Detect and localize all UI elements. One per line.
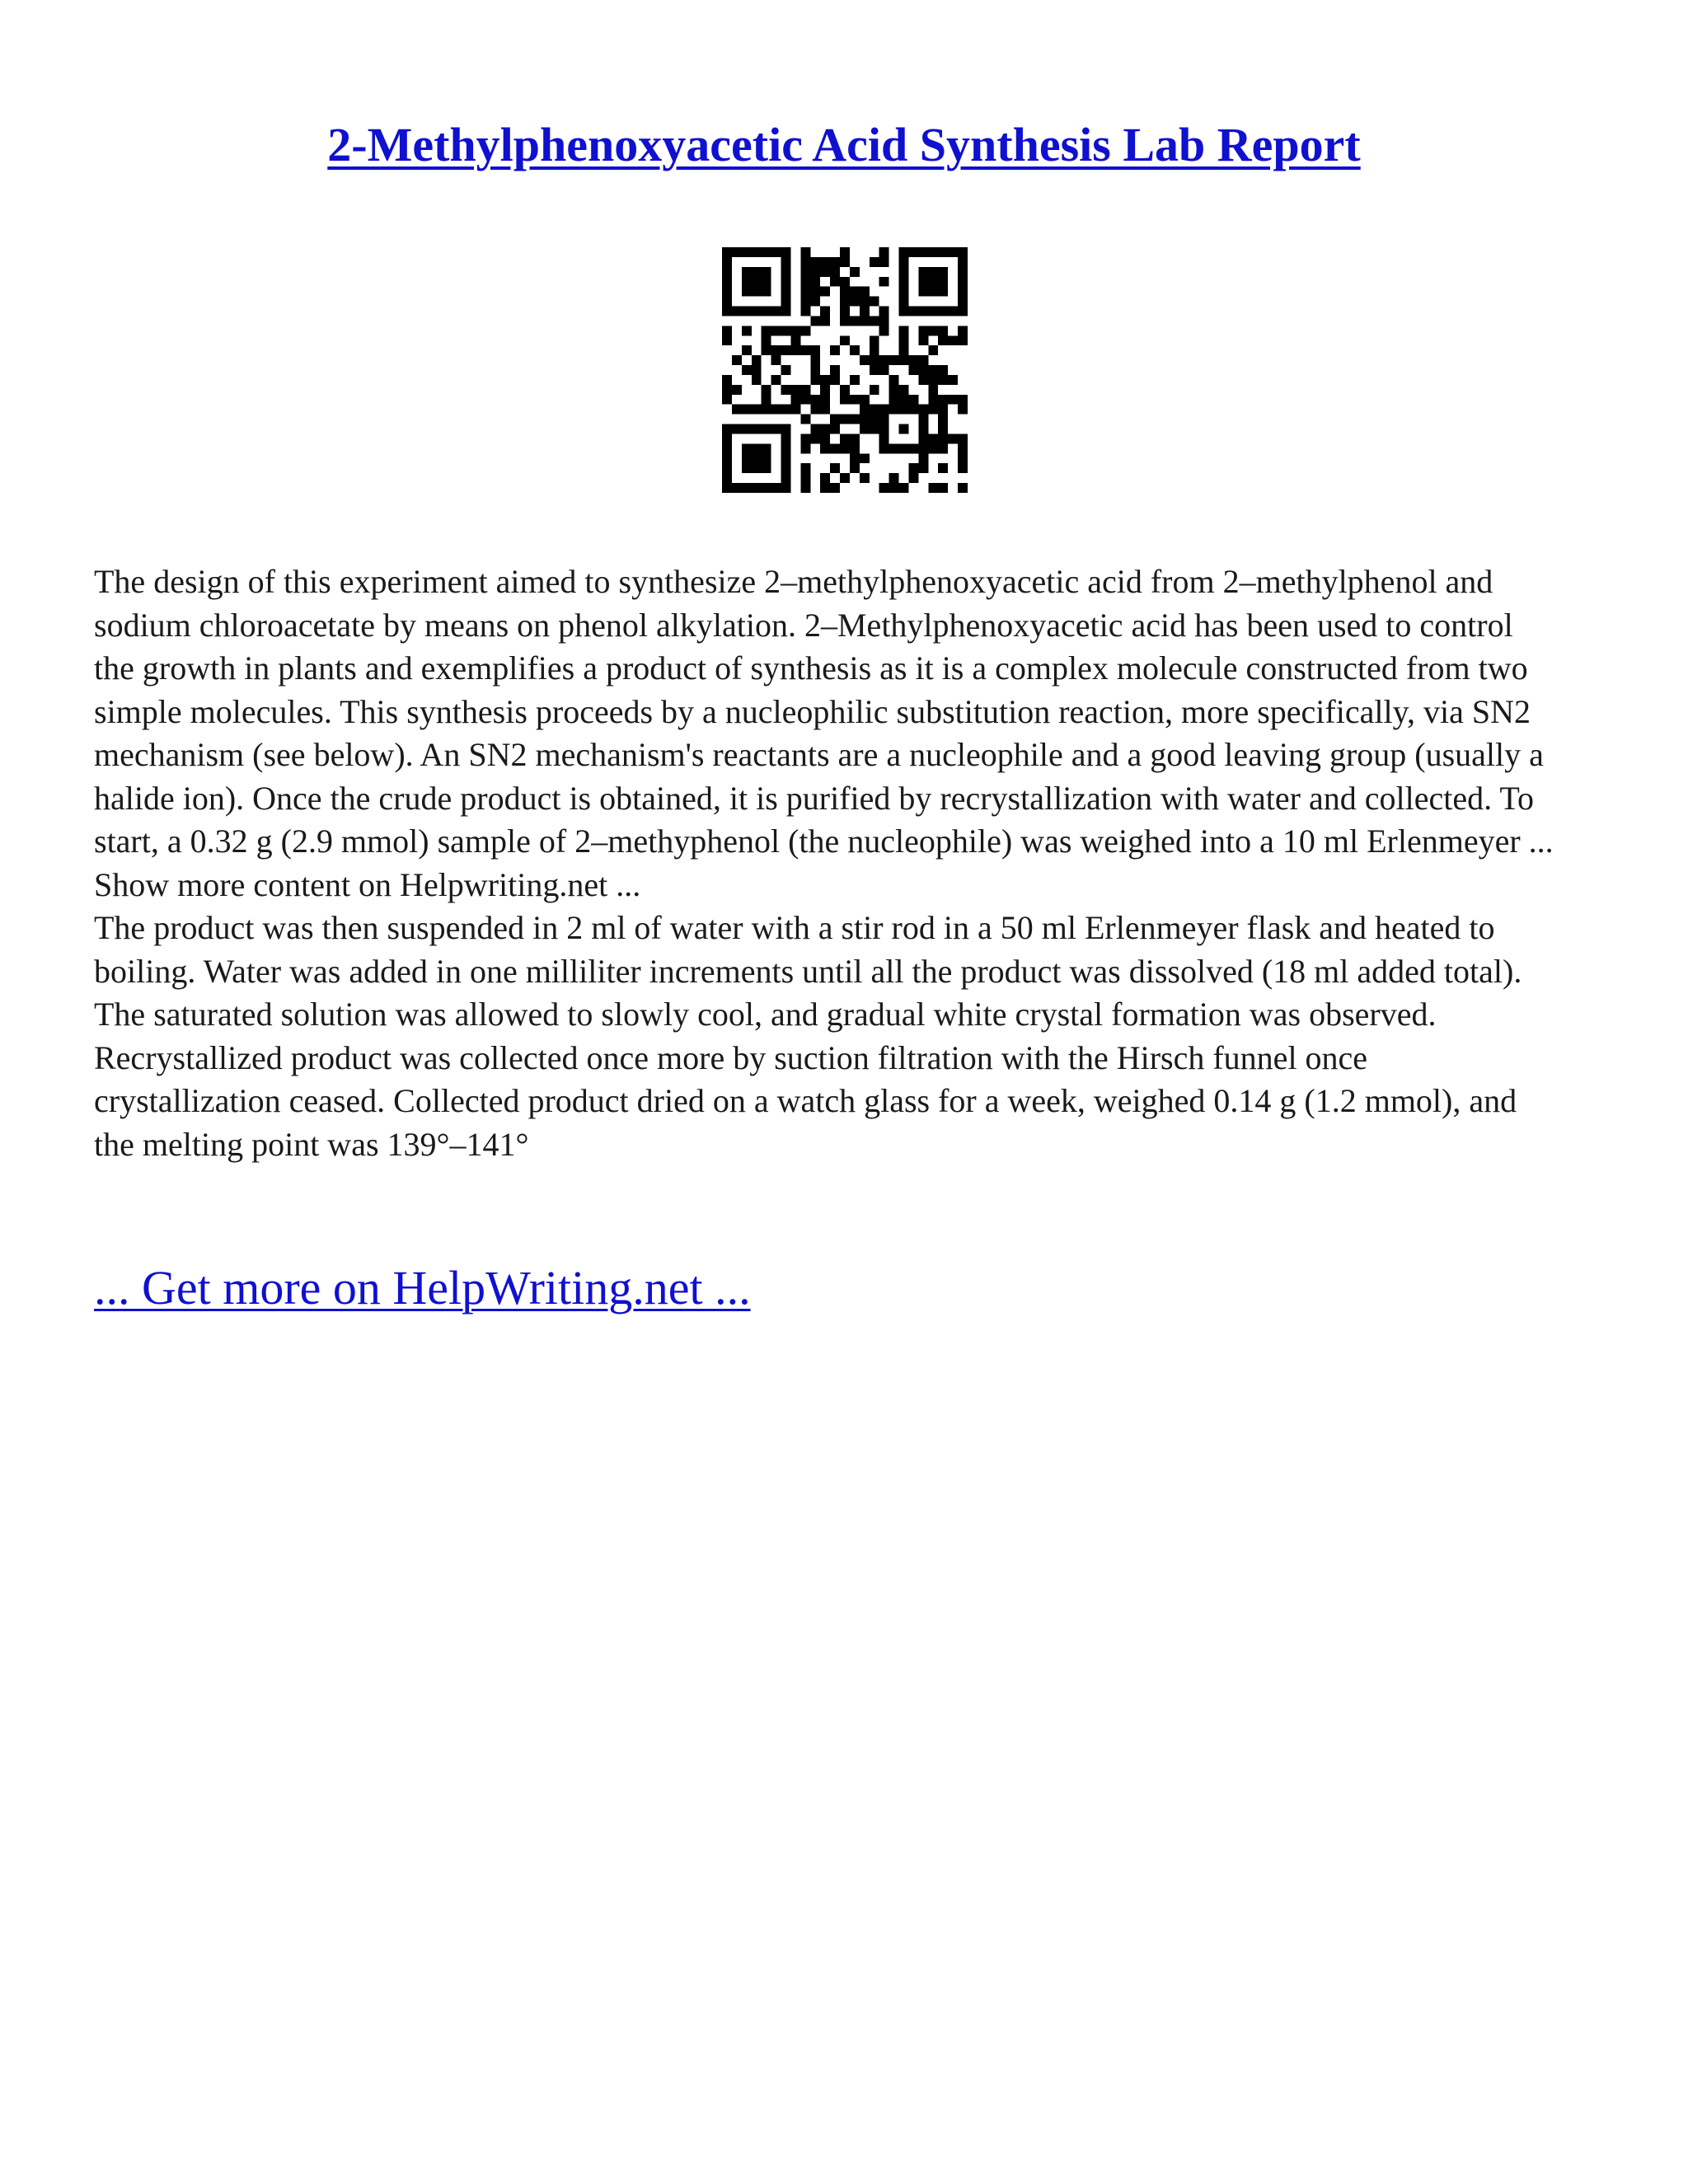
get-more-link[interactable]: ... Get more on HelpWriting.net ... xyxy=(94,1261,751,1315)
show-more-text: Show more content on Helpwriting.net ... xyxy=(94,865,641,903)
qr-code-graphic xyxy=(722,247,968,493)
paragraph-intro: The design of this experiment aimed to synthesize 2–methylphenoxyacetic acid from 2–methylphenol and sodium chloroacetate by means on phenol alkylation. 2–Methylphenoxyacetic acid has been used to control the growth in plants and exemplifies a product of synthesis as it is a complex molecule constructed from two simple molecules. This synthesis proceeds by a nucleophilic substitution reaction, more specifically, via SN2 mechanism (see below). An SN2 mechanism's reactants are a nucleophile and a good leaving group (usually a halide ion). Once the crude product is obtained, it is purified by recrystallization with water and collected. To start, a 0.32 g (2.9 mmol) sample of 2–methyphenol (the nucleophile) was weighed into a 10 ml Erlenmeyer ... xyxy=(94,563,1554,860)
page-title xyxy=(0,114,1688,176)
paragraph-procedure: The product was then suspended in 2 ml of water with a stir rod in a 50 ml Erlenmeyer flask and heated to boiling. Water was added in one milliliter increments until all the product was dissolved (18 ml added total). The saturated solution was allowed to slowly cool, and gradual white crystal formation was observed. Recrystallized product was collected once more by suction filtration with the Hirsch funnel once crystallization ceased. Collected product dried on a watch glass for a week, weighed 0.14 g (1.2 mmol), and the melting point was 139°–141° xyxy=(94,909,1522,1163)
title-link[interactable]: 2-Methylphenoxyacetic Acid Synthesis Lab Report xyxy=(327,118,1361,171)
document-body xyxy=(94,560,1561,1166)
qr-code-icon xyxy=(722,247,968,493)
get-more-link-wrapper xyxy=(94,1259,751,1317)
